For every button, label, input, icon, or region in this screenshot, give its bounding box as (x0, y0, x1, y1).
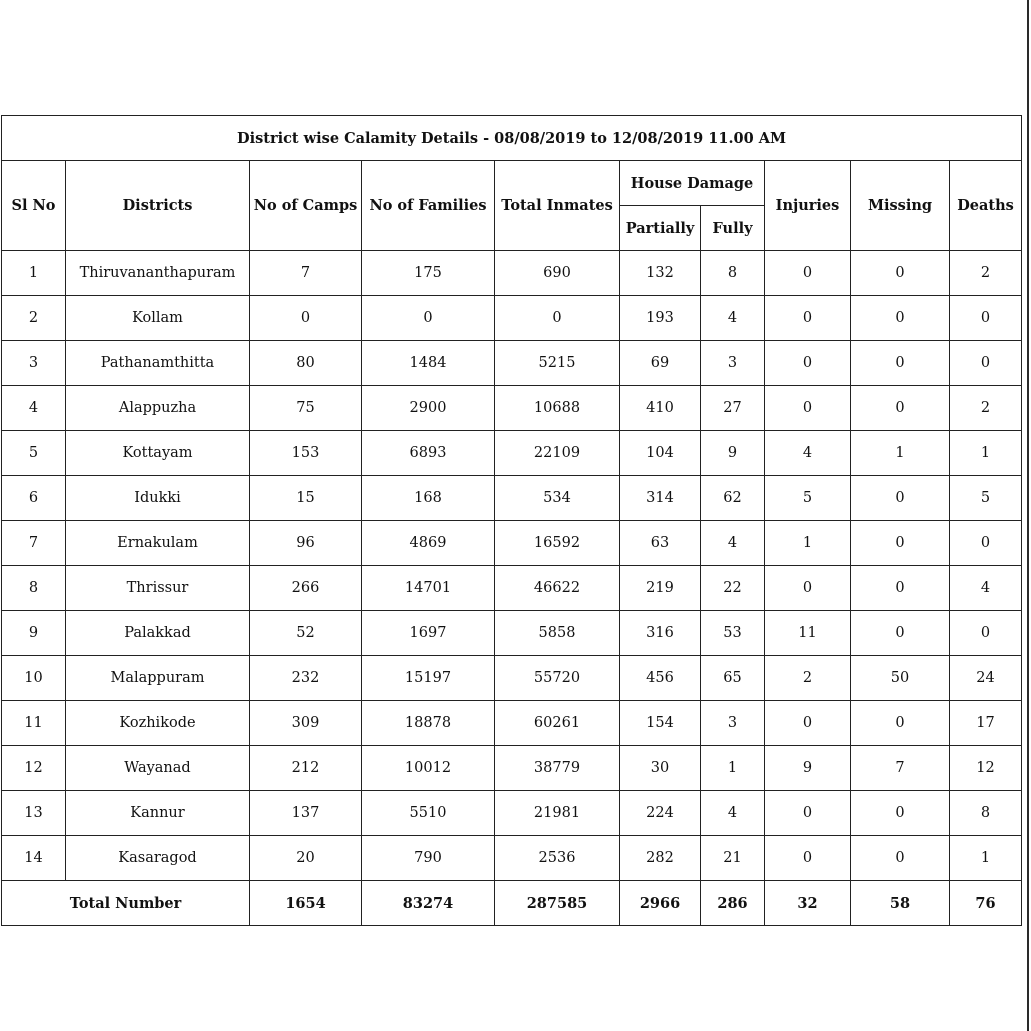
cell-fully: 4 (701, 296, 765, 341)
cell-deaths: 1 (950, 431, 1022, 476)
total-missing: 58 (851, 881, 950, 926)
cell-injuries: 1 (765, 521, 851, 566)
cell-missing: 0 (851, 521, 950, 566)
total-injuries: 32 (765, 881, 851, 926)
cell-injuries: 0 (765, 341, 851, 386)
cell-camps: 232 (250, 656, 362, 701)
cell-families: 790 (362, 836, 495, 881)
cell-inmates: 21981 (495, 791, 620, 836)
cell-camps: 137 (250, 791, 362, 836)
cell-fully: 21 (701, 836, 765, 881)
cell-injuries: 9 (765, 746, 851, 791)
cell-fully: 62 (701, 476, 765, 521)
cell-deaths: 0 (950, 521, 1022, 566)
cell-families: 10012 (362, 746, 495, 791)
cell-injuries: 0 (765, 566, 851, 611)
cell-fully: 65 (701, 656, 765, 701)
cell-deaths: 1 (950, 836, 1022, 881)
cell-families: 0 (362, 296, 495, 341)
cell-deaths: 4 (950, 566, 1022, 611)
cell-inmates: 0 (495, 296, 620, 341)
cell-camps: 80 (250, 341, 362, 386)
cell-deaths: 17 (950, 701, 1022, 746)
cell-inmates: 10688 (495, 386, 620, 431)
table-row (2, 476, 1022, 521)
cell-missing: 0 (851, 251, 950, 296)
cell-families: 6893 (362, 431, 495, 476)
cell-fully: 8 (701, 251, 765, 296)
cell-missing: 0 (851, 836, 950, 881)
cell-sl: 1 (2, 251, 66, 296)
cell-missing: 0 (851, 386, 950, 431)
table-row (2, 341, 1022, 386)
cell-camps: 212 (250, 746, 362, 791)
cell-injuries: 0 (765, 836, 851, 881)
cell-inmates: 46622 (495, 566, 620, 611)
cell-injuries: 0 (765, 701, 851, 746)
cell-camps: 153 (250, 431, 362, 476)
total-label: Total Number (2, 881, 250, 926)
cell-sl: 5 (2, 431, 66, 476)
cell-inmates: 60261 (495, 701, 620, 746)
header-fully: Fully (701, 206, 765, 251)
cell-district: Kottayam (66, 431, 250, 476)
cell-district: Kannur (66, 791, 250, 836)
cell-injuries: 11 (765, 611, 851, 656)
cell-partially: 282 (620, 836, 701, 881)
header-missing: Missing (851, 161, 950, 251)
cell-sl: 12 (2, 746, 66, 791)
cell-partially: 219 (620, 566, 701, 611)
total-fully: 286 (701, 881, 765, 926)
cell-camps: 7 (250, 251, 362, 296)
cell-deaths: 24 (950, 656, 1022, 701)
cell-deaths: 12 (950, 746, 1022, 791)
cell-district: Thiruvananthapuram (66, 251, 250, 296)
cell-inmates: 22109 (495, 431, 620, 476)
cell-injuries: 4 (765, 431, 851, 476)
title-row (2, 116, 1022, 161)
cell-district: Kasaragod (66, 836, 250, 881)
cell-injuries: 0 (765, 386, 851, 431)
cell-sl: 6 (2, 476, 66, 521)
table-row (2, 521, 1022, 566)
cell-camps: 20 (250, 836, 362, 881)
total-deaths: 76 (950, 881, 1022, 926)
cell-missing: 7 (851, 746, 950, 791)
cell-partially: 193 (620, 296, 701, 341)
header-partially: Partially (620, 206, 701, 251)
cell-families: 14701 (362, 566, 495, 611)
cell-camps: 309 (250, 701, 362, 746)
cell-missing: 1 (851, 431, 950, 476)
table-row (2, 701, 1022, 746)
cell-missing: 0 (851, 341, 950, 386)
cell-families: 18878 (362, 701, 495, 746)
table-title: District wise Calamity Details - 08/08/2019 to 12/08/2019 11.00 AM (2, 116, 1022, 161)
cell-district: Wayanad (66, 746, 250, 791)
cell-fully: 22 (701, 566, 765, 611)
cell-missing: 0 (851, 611, 950, 656)
header-injuries: Injuries (765, 161, 851, 251)
table-row (2, 296, 1022, 341)
cell-camps: 75 (250, 386, 362, 431)
cell-inmates: 5215 (495, 341, 620, 386)
table-row (2, 746, 1022, 791)
cell-camps: 0 (250, 296, 362, 341)
table-row (2, 656, 1022, 701)
cell-district: Pathanamthitta (66, 341, 250, 386)
cell-inmates: 5858 (495, 611, 620, 656)
cell-families: 1484 (362, 341, 495, 386)
cell-district: Palakkad (66, 611, 250, 656)
cell-deaths: 0 (950, 611, 1022, 656)
cell-injuries: 0 (765, 296, 851, 341)
total-row (2, 881, 1022, 926)
cell-inmates: 2536 (495, 836, 620, 881)
cell-sl: 14 (2, 836, 66, 881)
table-row (2, 431, 1022, 476)
cell-families: 1697 (362, 611, 495, 656)
cell-deaths: 8 (950, 791, 1022, 836)
cell-deaths: 5 (950, 476, 1022, 521)
cell-missing: 50 (851, 656, 950, 701)
cell-camps: 15 (250, 476, 362, 521)
cell-fully: 27 (701, 386, 765, 431)
total-camps: 1654 (250, 881, 362, 926)
cell-missing: 0 (851, 566, 950, 611)
cell-partially: 63 (620, 521, 701, 566)
cell-sl: 7 (2, 521, 66, 566)
cell-partially: 316 (620, 611, 701, 656)
total-families: 83274 (362, 881, 495, 926)
cell-injuries: 0 (765, 791, 851, 836)
cell-partially: 132 (620, 251, 701, 296)
cell-inmates: 38779 (495, 746, 620, 791)
cell-inmates: 55720 (495, 656, 620, 701)
table-row (2, 836, 1022, 881)
page-edge-line (1027, 0, 1029, 1031)
header-sl-no: Sl No (2, 161, 66, 251)
cell-families: 5510 (362, 791, 495, 836)
calamity-table (1, 115, 1022, 926)
cell-district: Kollam (66, 296, 250, 341)
header-districts: Districts (66, 161, 250, 251)
cell-inmates: 534 (495, 476, 620, 521)
cell-fully: 4 (701, 791, 765, 836)
cell-partially: 104 (620, 431, 701, 476)
cell-partially: 314 (620, 476, 701, 521)
cell-partially: 224 (620, 791, 701, 836)
header-house-damage: House Damage (620, 161, 765, 206)
cell-families: 15197 (362, 656, 495, 701)
cell-camps: 266 (250, 566, 362, 611)
header-deaths: Deaths (950, 161, 1022, 251)
cell-sl: 10 (2, 656, 66, 701)
cell-district: Idukki (66, 476, 250, 521)
cell-district: Malappuram (66, 656, 250, 701)
cell-injuries: 5 (765, 476, 851, 521)
cell-inmates: 16592 (495, 521, 620, 566)
cell-district: Ernakulam (66, 521, 250, 566)
cell-sl: 13 (2, 791, 66, 836)
cell-families: 2900 (362, 386, 495, 431)
header-inmates: Total Inmates (495, 161, 620, 251)
cell-families: 4869 (362, 521, 495, 566)
cell-deaths: 2 (950, 251, 1022, 296)
cell-sl: 8 (2, 566, 66, 611)
cell-camps: 52 (250, 611, 362, 656)
cell-missing: 0 (851, 791, 950, 836)
cell-fully: 53 (701, 611, 765, 656)
cell-sl: 3 (2, 341, 66, 386)
header-families: No of Families (362, 161, 495, 251)
cell-fully: 3 (701, 341, 765, 386)
cell-partially: 30 (620, 746, 701, 791)
cell-partially: 410 (620, 386, 701, 431)
cell-missing: 0 (851, 296, 950, 341)
table-row (2, 791, 1022, 836)
header-row (2, 161, 1022, 206)
cell-missing: 0 (851, 701, 950, 746)
total-inmates: 287585 (495, 881, 620, 926)
table-body (2, 251, 1022, 881)
table-row (2, 566, 1022, 611)
table-row (2, 611, 1022, 656)
cell-fully: 3 (701, 701, 765, 746)
cell-sl: 9 (2, 611, 66, 656)
cell-deaths: 0 (950, 296, 1022, 341)
total-partially: 2966 (620, 881, 701, 926)
cell-deaths: 2 (950, 386, 1022, 431)
cell-district: Thrissur (66, 566, 250, 611)
table-row (2, 251, 1022, 296)
header-camps: No of Camps (250, 161, 362, 251)
cell-district: Kozhikode (66, 701, 250, 746)
cell-injuries: 0 (765, 251, 851, 296)
cell-injuries: 2 (765, 656, 851, 701)
cell-missing: 0 (851, 476, 950, 521)
cell-fully: 1 (701, 746, 765, 791)
cell-inmates: 690 (495, 251, 620, 296)
cell-partially: 456 (620, 656, 701, 701)
cell-partially: 154 (620, 701, 701, 746)
table-row (2, 386, 1022, 431)
cell-deaths: 0 (950, 341, 1022, 386)
cell-partially: 69 (620, 341, 701, 386)
cell-sl: 11 (2, 701, 66, 746)
cell-district: Alappuzha (66, 386, 250, 431)
cell-families: 168 (362, 476, 495, 521)
cell-sl: 2 (2, 296, 66, 341)
cell-families: 175 (362, 251, 495, 296)
cell-fully: 9 (701, 431, 765, 476)
cell-fully: 4 (701, 521, 765, 566)
cell-camps: 96 (250, 521, 362, 566)
cell-sl: 4 (2, 386, 66, 431)
